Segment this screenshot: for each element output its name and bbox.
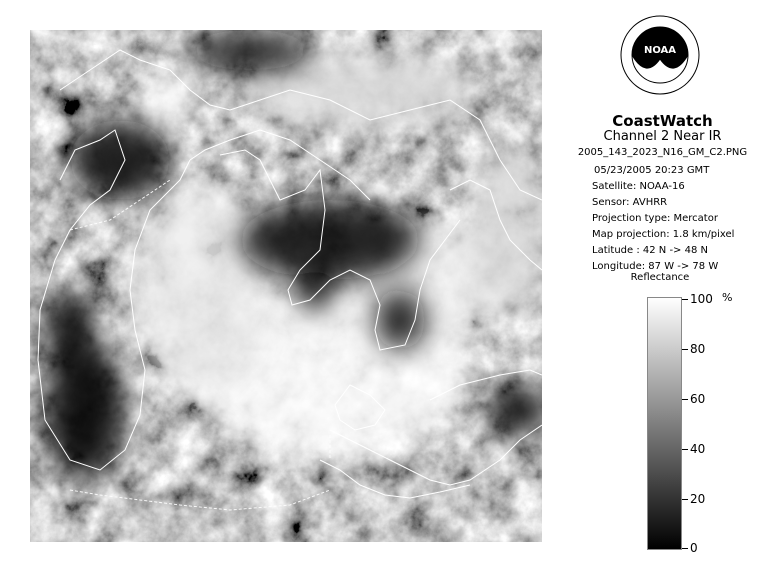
longitude-range: Longitude: 87 W -> 78 W xyxy=(592,261,719,272)
sensor-label: Sensor: AVHRR xyxy=(592,197,668,208)
tick-label-40: 40 xyxy=(690,442,706,456)
tick-mark xyxy=(682,399,688,400)
tick-mark xyxy=(682,299,688,300)
latitude-range: Latitude : 42 N -> 48 N xyxy=(592,245,708,256)
tick-label-0: 0 xyxy=(690,541,698,555)
legend-unit: % xyxy=(722,291,733,304)
app-name: CoastWatch xyxy=(612,112,713,130)
tick-mark xyxy=(682,449,688,450)
satellite-label: Satellite: NOAA-16 xyxy=(592,181,685,192)
reflectance-colorbar xyxy=(647,297,682,550)
tick-label-100: 100 xyxy=(690,292,713,306)
channel-label: Channel 2 Near IR xyxy=(603,129,722,144)
file-name: 2005_143_2023_N16_GM_C2.PNG xyxy=(577,147,748,158)
map-projection: Map projection: 1.8 km/pixel xyxy=(592,229,735,240)
noaa-logo xyxy=(620,15,700,95)
tick-mark xyxy=(682,548,688,549)
projection-type: Projection type: Mercator xyxy=(592,213,718,224)
tick-mark xyxy=(682,499,688,500)
satellite-map xyxy=(30,30,542,542)
noaa-logo-text: NOAA xyxy=(643,45,677,56)
tick-label-60: 60 xyxy=(690,392,706,406)
tick-mark xyxy=(682,349,688,350)
date-time: 05/23/2005 20:23 GMT xyxy=(594,165,710,176)
tick-label-80: 80 xyxy=(690,342,706,356)
satellite-image xyxy=(30,30,542,542)
legend-title: Reflectance xyxy=(630,272,690,283)
tick-label-20: 20 xyxy=(690,492,706,506)
